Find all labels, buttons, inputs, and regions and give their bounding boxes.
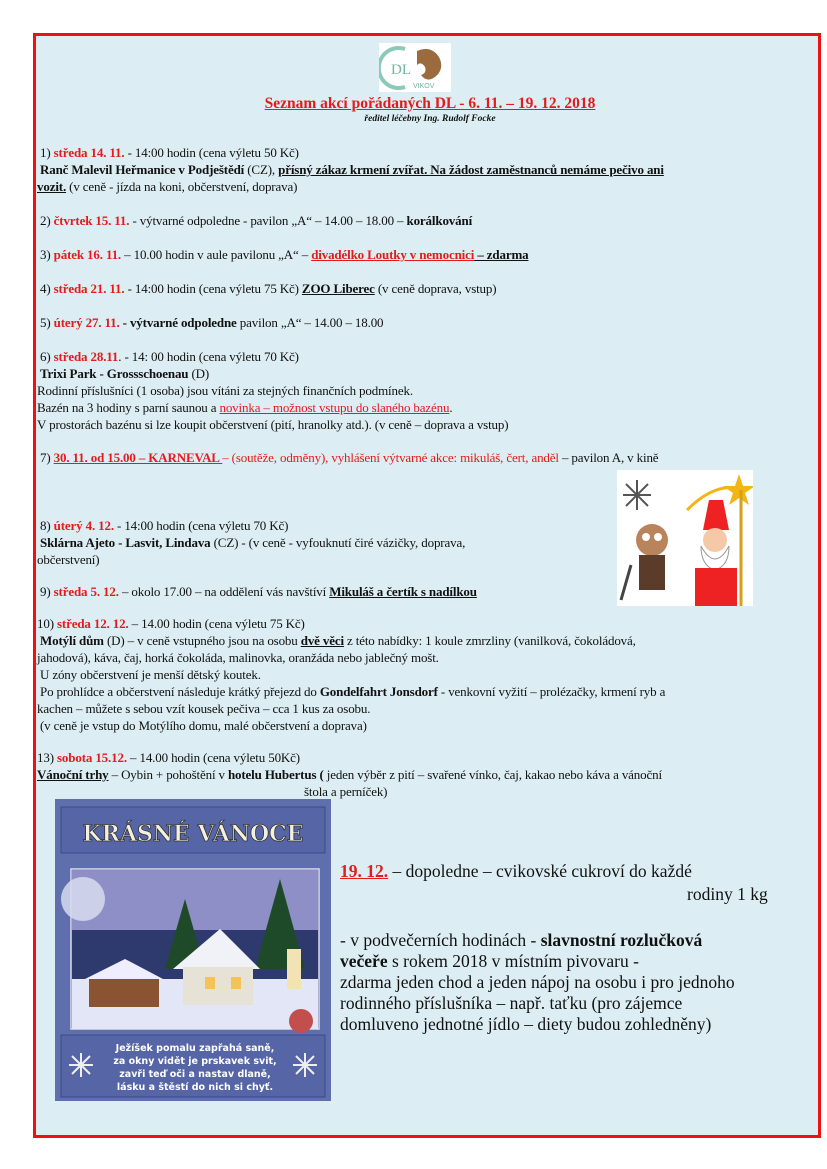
svg-text:KRÁSNÉ VÁNOCE: KRÁSNÉ VÁNOCE <box>82 821 304 847</box>
item-10-line-6: kachen – můžete s sebou vzít kousek pečiva – cca 1 kus za osobu. <box>37 701 371 716</box>
item-10-line-5: Po prohlídce a občerstvení následuje krátký přejezd do Gondelfahrt Jonsdorf - venkovní vyžití – prolézačky, krmení ryb a <box>40 684 666 699</box>
item-9: 9) středa 5. 12. – okolo 17.00 – na oddělení vás navštíví Mikuláš a čertík s nadílkou <box>40 584 477 599</box>
item-6-line-1: 6) středa 28.11. - 14: 00 hodin (cena výletu 70 Kč) <box>40 349 299 364</box>
item-8-line-3: občerstvení) <box>37 552 100 567</box>
christmas-card-image <box>55 799 331 1101</box>
final-line-7: domluveno jednotné jídlo – diety budou zohledněny) <box>340 1014 712 1034</box>
item-1-line-1: 1) středa 14. 11. - 14:00 hodin (cena výletu 50 Kč) <box>40 145 299 160</box>
item-10-line-1: 10) středa 12. 12. – 14.00 hodin (cena výletu 75 Kč) <box>37 616 305 631</box>
document-page <box>33 33 821 1138</box>
item-10-line-3: jahodová), káva, čaj, horká čokoláda, malinovka, oranžáda nebo jablečný mošt. <box>37 650 439 665</box>
svg-text:DL: DL <box>391 62 411 78</box>
final-line-2: rodiny 1 kg <box>687 884 768 904</box>
item-13-line-2: Vánoční trhy – Oybin + pohoštění v hotelu Hubertus ( jeden výběr z pití – svařené vínko, čaj, kakao nebo káva a vánoční <box>37 767 662 782</box>
page-subtitle: ředitel léčebny Ing. Rudolf Focke <box>364 114 496 124</box>
item-6-line-4: Bazén na 3 hodiny s parní saunou a novinka – možnost vstupu do slaného bazénu. <box>37 400 453 415</box>
item-6-line-3: Rodinní příslušníci (1 osoba) jsou vítáni za stejných finančních podmínek. <box>37 383 413 398</box>
svg-text:VIKOV: VIKOV <box>413 83 435 90</box>
final-line-4: večeře s rokem 2018 v místním pivovaru - <box>340 951 639 971</box>
item-8-line-1: 8) úterý 4. 12. - 14:00 hodin (cena výletu 70 Kč) <box>40 518 289 533</box>
item-4: 4) středa 21. 11. - 14:00 hodin (cena výletu 75 Kč) ZOO Liberec (v ceně doprava, vstup) <box>40 281 497 296</box>
mikulas-cert-illustration <box>617 470 753 606</box>
final-line-5: zdarma jeden chod a jeden nápoj na osobu i pro jednoho <box>340 972 735 992</box>
dl-cvikov-logo <box>379 43 451 92</box>
final-line-3: - v podvečerních hodinách - slavnostní rozlučková <box>340 930 703 950</box>
item-6-line-2: Trixi Park - Grossschoenau (D) <box>40 366 210 381</box>
poem-line-1: Ježíšek pomalu zapřahá saně, <box>115 1043 275 1054</box>
item-1-line-2: Ranč Malevil Heřmanice v Podještědí (CZ), přísný zákaz krmení zvířat. Na žádost zaměstnanců nemáme pečivo ani <box>40 162 664 177</box>
item-3: 3) pátek 16. 11. – 10.00 hodin v aule pavilonu „A“ – divadélko Loutky v nemocnici – zdarma <box>40 247 529 262</box>
poem-line-4: lásku a štěstí do nich si chyť. <box>116 1082 274 1093</box>
item-2: 2) čtvrtek 15. 11. - výtvarné odpoledne - pavilon „A“ – 14.00 – 18.00 – korálkování <box>40 213 473 228</box>
final-line-1: 19. 12. – dopoledne – cvikovské cukroví do každé <box>340 861 692 881</box>
item-1-line-3: vozit. (v ceně - jízda na koni, občerstvení, doprava) <box>37 179 298 194</box>
poem-line-2: za okny vidět je prskavek svit, <box>113 1056 277 1067</box>
item-10-line-2: Motýlí dům (D) – v ceně vstupného jsou na osobu dvě věci z této nabídky: 1 koule zmrzliny (vanilková, čokoládová, <box>40 633 636 648</box>
item-10-line-7: (v ceně je vstup do Motýlího domu, malé občerstvení a doprava) <box>40 718 367 733</box>
item-10-line-4: U zóny občerstvení je menší dětský koutek. <box>40 667 261 682</box>
item-13-line-3: štola a perníček) <box>304 784 388 799</box>
item-13-line-1: 13) sobota 15.12. – 14.00 hodin (cena výletu 50Kč) <box>37 750 300 765</box>
poem-line-3: zavři teď oči a nastav dlaně, <box>119 1069 271 1080</box>
page-title: Seznam akcí pořádaných DL - 6. 11. – 19. 12. 2018 <box>264 95 596 112</box>
item-8-line-2: Sklárna Ajeto - Lasvit, Lindava (CZ) - (v ceně - vyfouknutí čiré vázičky, doprava, <box>40 535 466 550</box>
final-line-6: rodinného příslušníka – např. taťku (pro zájemce <box>340 993 683 1013</box>
item-7: 7) 30. 11. od 15.00 – KARNEVAL – (soutěže, odměny), vyhlášení výtvarné akce: mikuláš, čert, anděl – pavilon A, v kině <box>40 450 659 465</box>
item-5: 5) úterý 27. 11. - výtvarné odpoledne pavilon „A“ – 14.00 – 18.00 <box>40 315 384 330</box>
item-6-line-5: V prostorách bazénu si lze koupit občerstvení (pití, hranolky atd.). (v ceně – doprava a vstup) <box>37 417 509 432</box>
